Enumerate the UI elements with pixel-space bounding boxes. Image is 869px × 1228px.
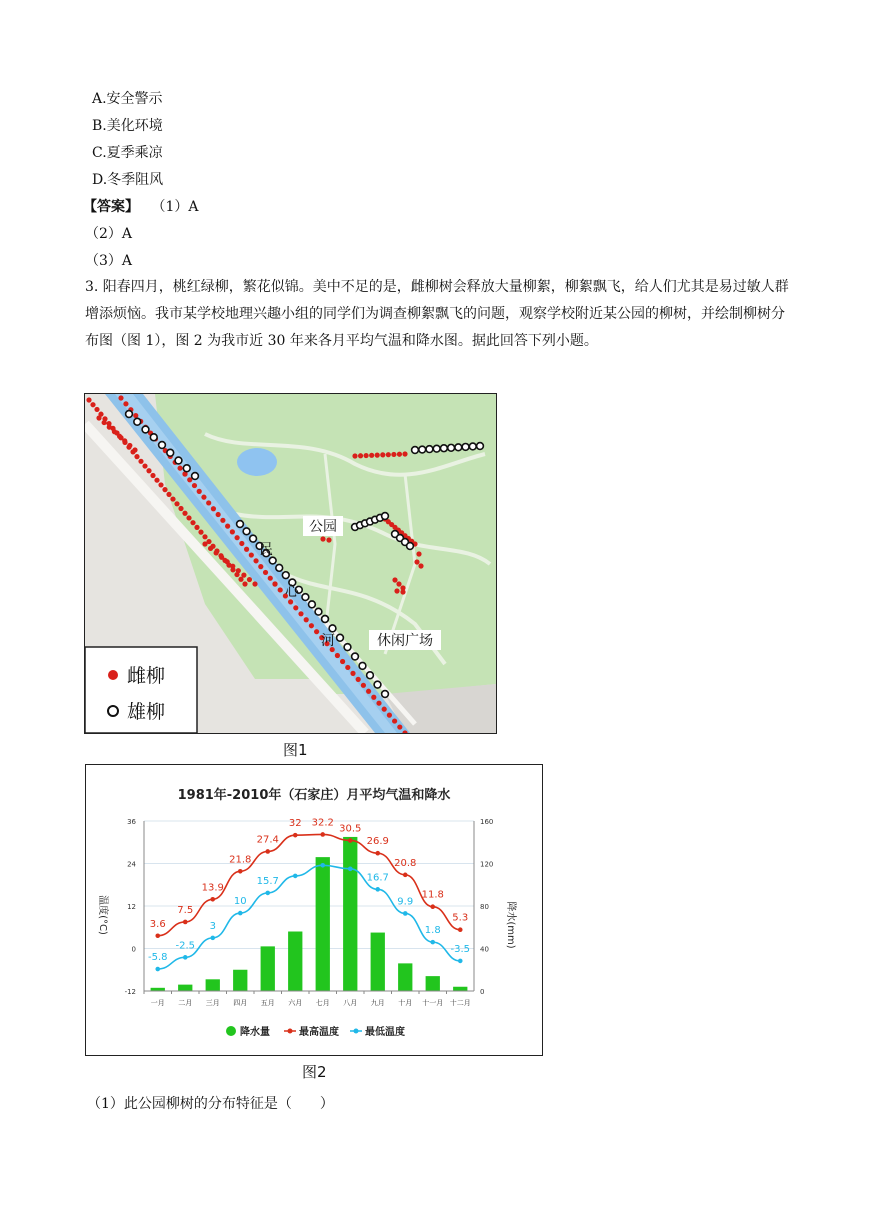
female-willow-dot	[364, 453, 369, 458]
female-willow-dot	[122, 438, 127, 443]
max-temp-point	[293, 833, 298, 838]
female-willow-dot	[314, 629, 319, 634]
min-temp-data-label: 3	[209, 920, 216, 932]
male-willow-dot	[237, 521, 244, 528]
max-temp-data-label: 32.2	[311, 817, 334, 829]
precip-bar	[178, 985, 192, 991]
male-willow-dot	[175, 457, 182, 464]
max-temp-data-label: 30.5	[339, 823, 362, 835]
female-willow-dot	[358, 453, 363, 458]
min-temp-point	[293, 874, 298, 879]
river-char-3: 河	[321, 633, 335, 649]
female-willow-dot	[133, 413, 138, 418]
female-willow-dot	[146, 468, 151, 473]
x-tick-label: 四月	[233, 999, 248, 1007]
female-willow-dot	[154, 478, 159, 483]
male-willow-dot	[407, 543, 414, 550]
female-willow-dot	[371, 695, 376, 700]
female-willow-dot	[304, 617, 309, 622]
female-willow-dot	[392, 577, 397, 582]
answer-1: （1）A	[151, 199, 199, 215]
female-willow-dot	[182, 511, 187, 516]
female-willow-dot	[112, 429, 117, 434]
female-willow-dot	[170, 496, 175, 501]
answer-label: 【答案】	[83, 199, 139, 215]
max-temp-data-label: 26.9	[366, 836, 389, 848]
min-temp-point	[403, 911, 408, 916]
female-willow-dot	[345, 665, 350, 670]
female-willow-dot	[178, 506, 183, 511]
female-willow-dot	[174, 501, 179, 506]
max-temp-data-label: 27.4	[256, 834, 279, 846]
precip-bar	[343, 837, 357, 991]
max-temp-data-label: 21.8	[229, 854, 252, 866]
max-temp-point	[238, 869, 243, 874]
option-b: B.美化环境	[92, 118, 163, 134]
y-right-tick: 40	[480, 945, 489, 954]
legend-min-symbol	[354, 1029, 359, 1034]
female-willow-dot	[96, 415, 101, 420]
max-temp-data-label: 13.9	[201, 882, 224, 894]
female-willow-dot	[416, 551, 421, 556]
male-willow-dot	[282, 572, 289, 579]
female-willow-dot	[94, 407, 99, 412]
female-willow-dot	[132, 447, 137, 452]
female-willow-dot	[202, 534, 207, 539]
female-willow-dot	[386, 452, 391, 457]
female-willow-dot	[194, 525, 199, 530]
answer-3: （3）A	[85, 253, 133, 269]
option-a: A.安全警示	[92, 91, 163, 107]
female-willow-dot	[253, 558, 258, 563]
climate-chart-svg	[86, 765, 542, 1055]
female-willow-dot	[309, 623, 314, 628]
female-willow-dot	[361, 683, 366, 688]
female-willow-dot	[397, 724, 402, 729]
park-label: 公园	[309, 519, 337, 535]
max-temp-data-label: 11.8	[421, 889, 444, 901]
answer-2: （2）A	[85, 226, 133, 242]
male-willow-dot	[150, 434, 157, 441]
y-left-tick: 24	[127, 860, 136, 869]
plaza-label: 休闲广场	[377, 633, 433, 649]
female-willow-dot	[382, 707, 387, 712]
option-d: D.冬季阻风	[92, 172, 164, 188]
female-willow-dot	[418, 563, 423, 568]
female-willow-dot	[278, 587, 283, 592]
precip-bar	[261, 946, 275, 991]
figure2-caption: 图2	[302, 1063, 327, 1081]
female-willow-dot	[272, 581, 277, 586]
map-svg	[85, 394, 496, 733]
male-willow-dot	[302, 594, 309, 601]
male-willow-dot	[374, 681, 381, 688]
max-temp-point	[210, 897, 215, 902]
female-willow-dot	[197, 489, 202, 494]
y-left-label: 温度(°C)	[97, 895, 108, 935]
female-willow-dot	[394, 588, 399, 593]
female-willow-dot	[239, 541, 244, 546]
min-temp-point	[348, 867, 353, 872]
female-willow-dot	[230, 529, 235, 534]
min-temp-point	[183, 955, 188, 960]
female-willow-dot	[340, 659, 345, 664]
female-willow-dot	[247, 577, 252, 582]
female-willow-dot	[236, 568, 241, 573]
male-willow-dot	[269, 557, 276, 564]
female-willow-dot	[138, 459, 143, 464]
male-willow-dot	[426, 446, 433, 453]
y-left-tick: 0	[131, 945, 136, 954]
female-willow-dot	[102, 420, 107, 425]
option-c: C.夏季乘凉	[92, 145, 163, 161]
female-willow-dot	[142, 463, 147, 468]
male-willow-dot	[315, 608, 322, 615]
male-willow-dot	[455, 444, 462, 451]
min-temp-data-label: -5.8	[147, 952, 168, 964]
x-tick-label: 十月	[398, 999, 413, 1007]
x-tick-label: 二月	[178, 999, 193, 1007]
male-willow-dot	[134, 418, 141, 425]
female-willow-dot	[202, 541, 207, 546]
y-left-tick: 36	[127, 818, 136, 826]
male-willow-dot	[367, 672, 374, 679]
female-willow-dot	[206, 500, 211, 505]
male-willow-dot	[382, 513, 389, 520]
female-willow-dot	[225, 559, 230, 564]
legend-min-label: 最低温度	[365, 1027, 405, 1038]
y-left-tick: -12	[124, 988, 136, 996]
female-willow-dot	[241, 573, 246, 578]
female-willow-dot	[369, 453, 374, 458]
max-temp-point	[430, 904, 435, 909]
legend-female-symbol	[108, 670, 118, 680]
answer-block	[83, 196, 198, 216]
female-willow-dot	[214, 550, 219, 555]
y-right-tick: 160	[480, 818, 494, 826]
female-willow-dot	[190, 520, 195, 525]
female-willow-dot	[90, 402, 95, 407]
female-willow-dot	[201, 495, 206, 500]
chart-title: 1981年-2010年（石家庄）月平均气温和降水	[177, 788, 451, 803]
min-temp-data-label: 1.8	[424, 925, 441, 937]
female-willow-dot	[166, 492, 171, 497]
male-willow-dot	[433, 445, 440, 452]
female-willow-dot	[162, 487, 167, 492]
female-willow-dot	[397, 452, 402, 457]
precip-bar	[288, 932, 302, 992]
male-willow-dot	[243, 528, 250, 535]
female-willow-dot	[252, 581, 257, 586]
legend-max-label: 最高温度	[299, 1027, 339, 1038]
x-tick-label: 九月	[370, 999, 385, 1007]
max-temp-data-label: 20.8	[394, 857, 417, 869]
female-willow-dot	[380, 452, 385, 457]
female-willow-dot	[376, 701, 381, 706]
female-willow-dot	[220, 518, 225, 523]
legend-precip-symbol	[226, 1026, 236, 1036]
male-willow-dot	[344, 644, 351, 651]
female-willow-dot	[288, 599, 293, 604]
female-willow-dot	[249, 552, 254, 557]
female-willow-dot	[400, 589, 405, 594]
max-temp-data-label: 32	[288, 818, 302, 830]
female-willow-dot	[225, 524, 230, 529]
precip-bar	[371, 933, 385, 991]
willow-distribution-map	[84, 393, 497, 734]
female-willow-dot	[326, 537, 331, 542]
female-willow-dot	[192, 483, 197, 488]
female-willow-dot	[150, 473, 155, 478]
female-willow-dot	[208, 546, 213, 551]
max-temp-point	[155, 933, 160, 938]
male-willow-dot	[419, 446, 426, 453]
precip-bar	[233, 970, 247, 991]
y-right-tick: 0	[480, 988, 485, 996]
female-willow-dot	[268, 576, 273, 581]
female-willow-dot	[177, 466, 182, 471]
female-willow-dot	[198, 530, 203, 535]
female-willow-dot	[244, 547, 249, 552]
female-willow-dot	[127, 443, 132, 448]
female-willow-dot	[402, 451, 407, 456]
male-willow-dot	[337, 634, 344, 641]
male-willow-dot	[322, 616, 329, 623]
female-willow-dot	[263, 570, 268, 575]
male-willow-dot	[440, 445, 447, 452]
max-temp-data-label: 7.5	[177, 904, 194, 916]
female-willow-dot	[350, 671, 355, 676]
female-willow-dot	[186, 515, 191, 520]
x-tick-label: 十一月	[422, 999, 444, 1007]
female-willow-dot	[335, 653, 340, 658]
male-willow-dot	[359, 662, 366, 669]
legend-female-label: 雌柳	[127, 665, 166, 687]
male-willow-dot	[159, 442, 166, 449]
precip-bar	[206, 979, 220, 991]
male-willow-dot	[469, 443, 476, 450]
min-temp-point	[458, 959, 463, 964]
female-willow-dot	[107, 425, 112, 430]
max-temp-point	[320, 832, 325, 837]
min-temp-point	[155, 967, 160, 972]
male-willow-dot	[309, 601, 316, 608]
male-willow-dot	[192, 473, 199, 480]
min-temp-data-label: 15.7	[256, 875, 279, 887]
x-tick-label: 一月	[150, 999, 165, 1007]
max-temp-point	[348, 838, 353, 843]
min-temp-point	[320, 863, 325, 868]
female-willow-dot	[375, 453, 380, 458]
male-willow-dot	[352, 653, 359, 660]
max-temp-point	[375, 851, 380, 856]
female-willow-dot	[211, 506, 216, 511]
female-willow-dot	[86, 397, 91, 402]
male-willow-dot	[412, 447, 419, 454]
female-willow-dot	[134, 454, 139, 459]
female-willow-dot	[158, 482, 163, 487]
precip-bar	[316, 857, 330, 991]
precip-bar	[426, 976, 440, 991]
figure1-caption: 图1	[283, 741, 308, 759]
max-temp-data-label: 5.3	[452, 912, 469, 924]
x-tick-label: 七月	[315, 999, 330, 1007]
x-tick-label: 十二月	[449, 999, 471, 1007]
legend-max-symbol	[288, 1029, 293, 1034]
female-willow-dot	[235, 535, 240, 540]
max-temp-point	[403, 873, 408, 878]
climate-chart	[85, 764, 543, 1056]
min-temp-point	[375, 887, 380, 892]
river-char-2: 心	[285, 584, 299, 600]
female-willow-dot	[391, 452, 396, 457]
min-temp-data-label: 10	[233, 896, 247, 908]
female-willow-dot	[230, 564, 235, 569]
x-tick-label: 八月	[343, 999, 358, 1007]
male-willow-dot	[462, 443, 469, 450]
female-willow-dot	[242, 581, 247, 586]
female-willow-dot	[216, 512, 221, 517]
male-willow-dot	[276, 564, 283, 571]
max-temp-data-label: 3.6	[149, 918, 166, 930]
male-willow-dot	[183, 465, 190, 472]
male-willow-dot	[126, 411, 133, 418]
female-willow-dot	[366, 689, 371, 694]
min-temp-point	[265, 891, 270, 896]
female-willow-dot	[320, 536, 325, 541]
y-right-tick: 80	[480, 903, 489, 911]
female-willow-dot	[396, 581, 401, 586]
male-willow-dot	[142, 426, 149, 433]
min-temp-point	[430, 940, 435, 945]
female-willow-dot	[387, 713, 392, 718]
y-right-tick: 120	[480, 860, 494, 869]
female-willow-dot	[118, 395, 123, 400]
y-right-label: 降水(mm)	[505, 901, 516, 949]
female-willow-dot	[392, 718, 397, 723]
female-willow-dot	[219, 555, 224, 560]
max-temp-point	[183, 920, 188, 925]
male-willow-dot	[329, 625, 336, 632]
x-tick-label: 五月	[260, 999, 275, 1007]
min-temp-data-label: 9.9	[397, 896, 414, 908]
legend-male-label: 雄柳	[127, 701, 166, 723]
min-temp-point	[210, 936, 215, 941]
x-tick-label: 六月	[288, 999, 303, 1007]
river-char-1: 民	[259, 542, 273, 558]
male-willow-dot	[250, 535, 257, 542]
x-tick-label: 三月	[205, 999, 220, 1007]
female-willow-dot	[117, 434, 122, 439]
legend-male-symbol	[108, 706, 118, 716]
min-temp-data-label: -3.5	[450, 943, 471, 955]
female-willow-dot	[352, 453, 357, 458]
male-willow-dot	[382, 691, 389, 698]
max-temp-point	[265, 849, 270, 854]
male-willow-dot	[477, 443, 484, 450]
female-willow-dot	[293, 605, 298, 610]
y-left-tick: 12	[127, 903, 136, 911]
precip-bar	[453, 987, 467, 991]
precip-bar	[398, 963, 412, 991]
max-temp-point	[458, 927, 463, 932]
female-willow-dot	[298, 611, 303, 616]
female-willow-dot	[258, 564, 263, 569]
min-temp-data-label: -2.5	[175, 940, 196, 952]
male-willow-dot	[167, 449, 174, 456]
male-willow-dot	[448, 444, 455, 451]
question3-text: 3. 阳春四月，桃红绿柳，繁花似锦。美中不足的是，雌柳树会释放大量柳絮，柳絮飘飞，给人们尤其是易过敏人群增添烦恼。我市某学校地理兴趣小组的同学们为调查柳絮飘飞的问题，观察学校附近某公园的柳树，并绘制柳树分布图（图 1），图 2 为我市近 30 年来各月平均气温和降水图。据此回答下列小题。	[85, 279, 789, 349]
female-willow-dot	[414, 559, 419, 564]
min-temp-data-label: 16.7	[366, 872, 389, 884]
female-willow-dot	[356, 677, 361, 682]
sub-question-1: （1）此公园柳树的分布特征是（ ）	[87, 1096, 334, 1112]
min-temp-point	[238, 911, 243, 916]
legend-precip-label: 降水量	[240, 1027, 270, 1038]
female-willow-dot	[123, 401, 128, 406]
